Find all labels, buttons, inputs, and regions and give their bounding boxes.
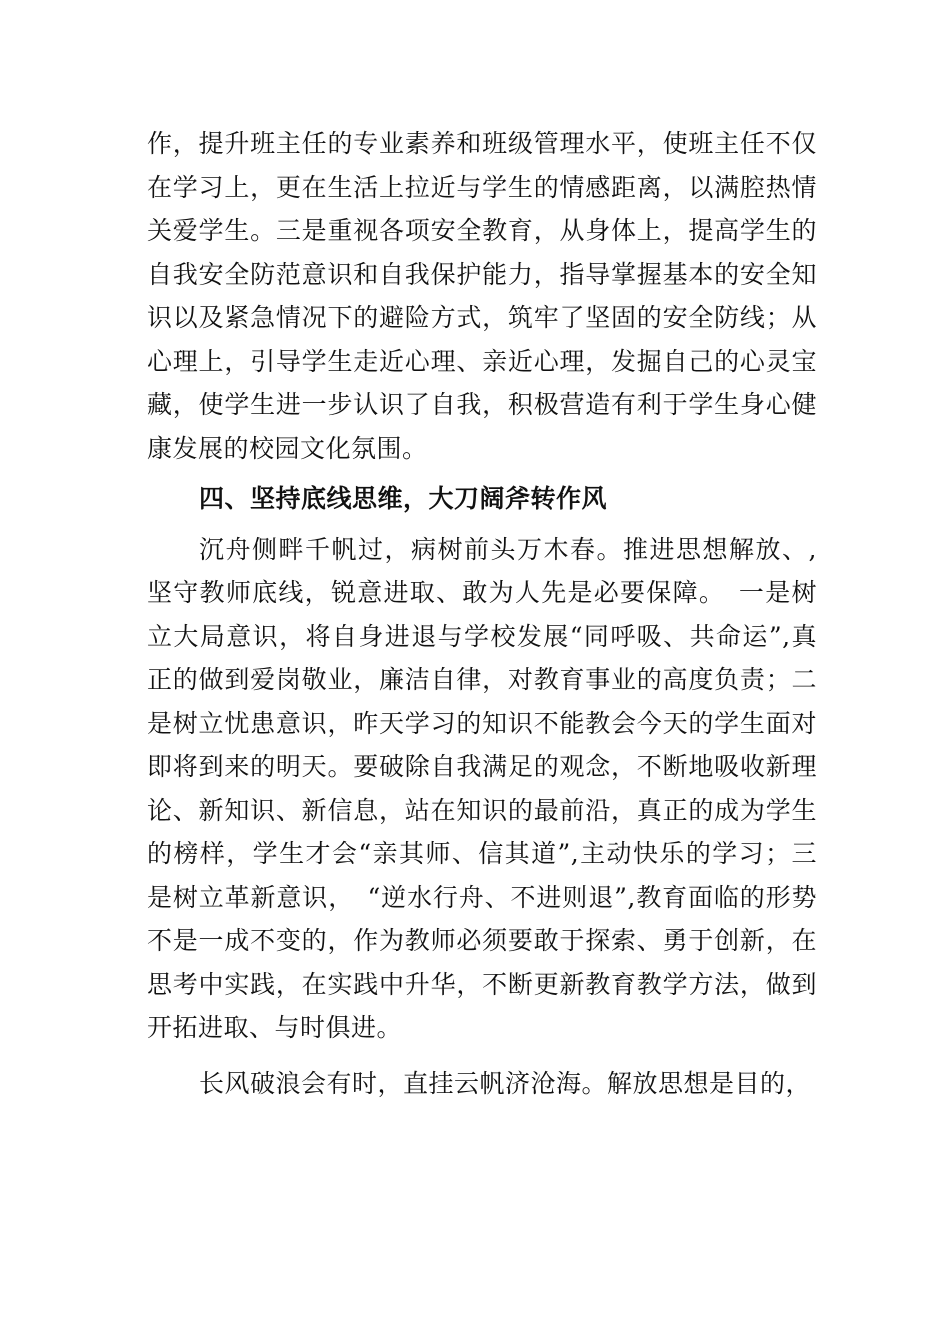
body-paragraph: 沉舟侧畔千帆过，病树前头万木春。推进思想解放、,坚守教师底线，锐意进取、敢为人先是必要保障。 一是树立大局意识，将自身进退与学校发展“同呼吸、共命运”,真正的做到爱岗敬业，廉洁自律，对教育事业的高度负责；二是树立忧患意识，昨天学习的知识不能教会今天的学生面对即将到来的明天。要破除自我满足的观念，不断地吸收新理论、新知识、新信息，站在知识的最前沿，真正的成为学生的榜样，学生才会“亲其师、信其道”,主动快乐的学习；三是树立革新意识， “逆水行舟、不进则退”,教育面临的形势不是一成不变的，作为教师必须要敢于探索、勇于创新，在思考中实践，在实践中升华，不断更新教育教学方法，做到开拓进取、与时俱进。 xyxy=(147,534,817,1042)
body-paragraph: 长风破浪会有时，直挂云帆济沧海。解放思想是目的， xyxy=(199,1068,812,1098)
body-paragraph: 作，提升班主任的专业素养和班级管理水平，使班主任不仅在学习上，更在生活上拉近与学生的情感距离，以满腔热情关爱学生。三是重视各项安全教育，从身体上，提高学生的自我安全防范意识和自我保护能力，指导掌握基本的安全知识以及紧急情况下的避险方式，筑牢了坚固的安全防线；从心理上，引导学生走近心理、亲近心理，发掘自己的心灵宝藏，使学生进一步认识了自我，积极营造有利于学生身心健康发展的校园文化氛围。 xyxy=(147,129,817,463)
document-body xyxy=(147,122,817,1105)
section-heading: 四、坚持底线思维，大刀阔斧转作风 xyxy=(199,484,608,513)
